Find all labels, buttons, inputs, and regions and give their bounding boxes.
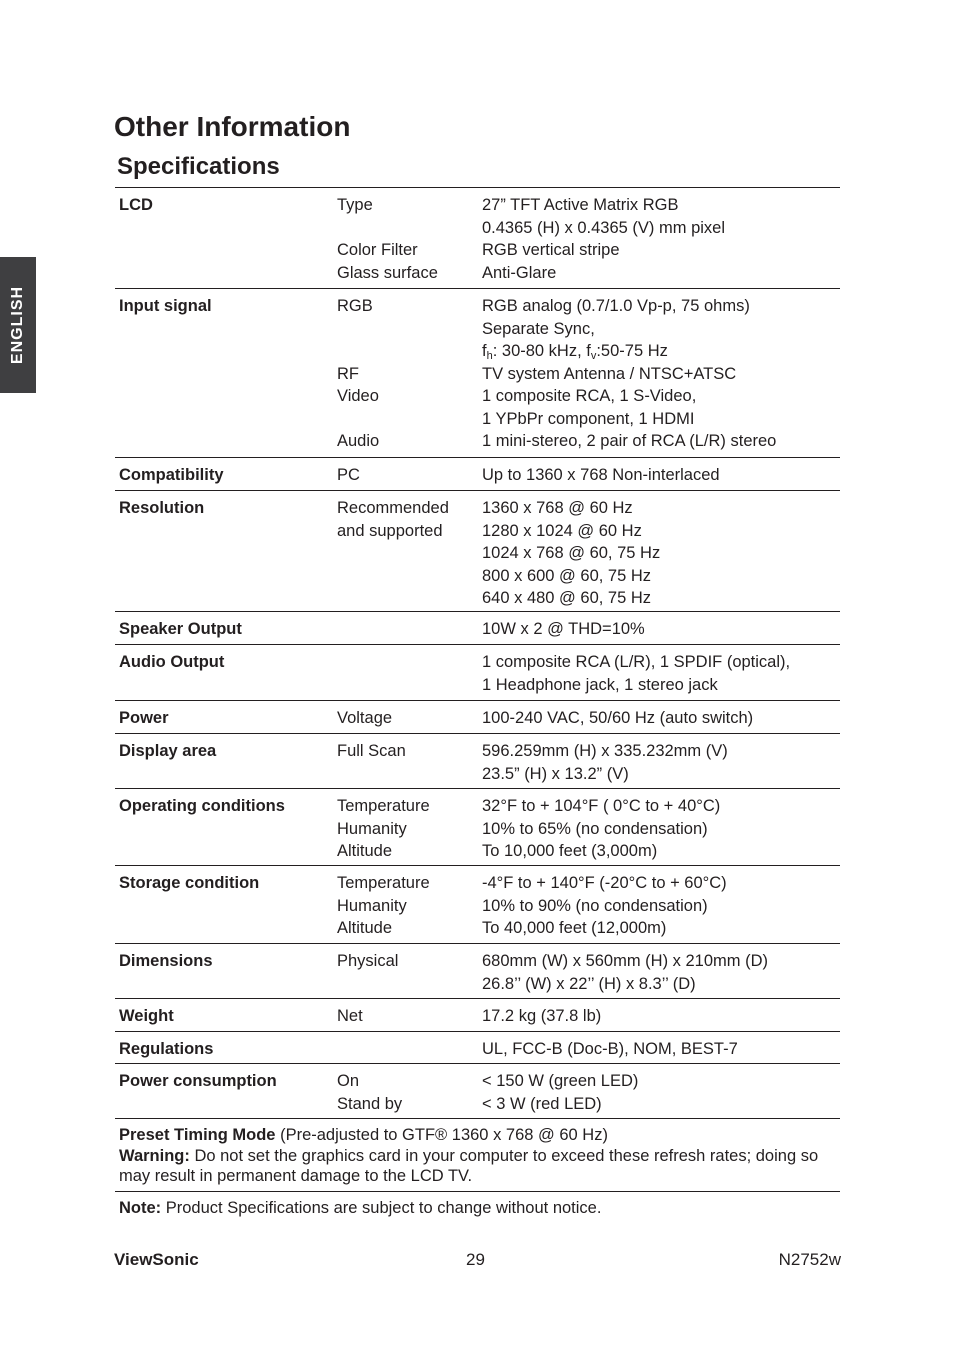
spec-subcategory-line: Net xyxy=(337,1007,363,1025)
spec-subcategory-line: Stand by xyxy=(337,1094,403,1113)
spec-value-line: 10% to 90% (no condensation) xyxy=(482,896,708,915)
spec-value xyxy=(482,740,728,785)
spec-subcategory-line: Recommended xyxy=(337,499,449,517)
spec-label: Display area xyxy=(119,742,217,760)
spec-value xyxy=(482,950,768,995)
spec-value-line: 10% to 65% (no condensation) xyxy=(482,819,708,838)
spec-row xyxy=(115,999,840,1032)
spec-row xyxy=(115,458,840,491)
spec-subcategory xyxy=(337,464,360,487)
spec-value-line: RGB analog (0.7/1.0 Vp-p, 75 ohms) xyxy=(482,297,750,315)
spec-subcategory-line: Physical xyxy=(337,952,399,970)
spec-row xyxy=(115,701,840,734)
spec-value-line: 1360 x 768 @ 60 Hz xyxy=(482,499,633,517)
spec-subcategory-line: On xyxy=(337,1072,360,1090)
spec-value-line: 1 YPbPr component, 1 HDMI xyxy=(482,409,695,428)
spec-subcategory-line: Temperature xyxy=(337,874,430,892)
note-label: Note: xyxy=(119,1199,162,1217)
spec-label: LCD xyxy=(119,196,153,214)
spec-label: Dimensions xyxy=(119,952,213,970)
spec-subcategory xyxy=(337,872,430,940)
spec-value-line: RGB vertical stripe xyxy=(482,241,620,259)
spec-subcategory-line: PC xyxy=(337,466,360,484)
spec-value-line: 1280 x 1024 @ 60 Hz xyxy=(482,521,642,540)
spec-value xyxy=(482,194,725,284)
notes-block xyxy=(115,1119,840,1192)
spec-subcategory-line: Audio xyxy=(337,432,380,450)
spec-value-line: 800 x 600 @ 60, 75 Hz xyxy=(482,566,652,585)
spec-row xyxy=(115,1032,840,1064)
spec-row xyxy=(115,734,840,789)
spec-row xyxy=(115,188,840,289)
spec-value-line: TV system Antenna / NTSC+ATSC xyxy=(482,364,737,383)
spec-subcategory xyxy=(337,1005,363,1028)
freq-h: h xyxy=(486,350,493,362)
spec-value-line: 27” TFT Active Matrix RGB xyxy=(482,196,679,214)
spec-value-line: 100-240 VAC, 50/60 Hz (auto switch) xyxy=(482,709,754,727)
spec-value xyxy=(482,464,720,487)
preset-label: Preset Timing Mode xyxy=(119,1126,276,1144)
language-tab-label: ENGLISH xyxy=(9,285,26,365)
spec-value-line: Separate Sync, xyxy=(482,319,595,338)
language-tab xyxy=(0,257,36,393)
spec-subcategory-line: Temperature xyxy=(337,797,430,815)
spec-value-line: 1 composite RCA (L/R), 1 SPDIF (optical), xyxy=(482,653,791,671)
spec-value-line: 26.8’’ (W) x 22’’ (H) x 8.3’’ (D) xyxy=(482,974,696,993)
spec-label: Speaker Output xyxy=(119,620,242,638)
spec-value-line: 1 Headphone jack, 1 stereo jack xyxy=(482,675,718,694)
spec-row xyxy=(115,612,840,645)
spec-row xyxy=(115,289,840,458)
spec-value xyxy=(482,618,645,641)
spec-value-line: 32°F to + 104°F ( 0°C to + 40°C) xyxy=(482,797,721,815)
spec-subcategory-line xyxy=(337,318,379,341)
spec-value-line: Anti-Glare xyxy=(482,263,557,282)
section-title: Specifications xyxy=(117,153,280,180)
spec-value-line: 0.4365 (H) x 0.4365 (V) mm pixel xyxy=(482,218,726,237)
spec-value xyxy=(482,497,660,610)
footer-model: N2752w xyxy=(778,1250,841,1269)
page-title: Other Information xyxy=(114,111,351,142)
spec-subcategory-line: RF xyxy=(337,364,359,383)
spec-value-line: To 40,000 feet (12,000m) xyxy=(482,919,667,937)
spec-subcategory-line: Full Scan xyxy=(337,742,406,760)
footer-brand: ViewSonic xyxy=(114,1250,199,1269)
spec-subcategory xyxy=(337,740,406,763)
spec-subcategory-line: Humanity xyxy=(337,896,407,915)
warning-text: Do not set the graphics card in your computer to exceed these refresh rates; doing so may result in permanent damage to the LCD TV. xyxy=(119,1146,819,1185)
spec-table xyxy=(115,187,840,1232)
preset-text: (Pre-adjusted to GTF® 1360 x 768 @ 60 Hz) xyxy=(275,1126,608,1144)
spec-subcategory-line: Humanity xyxy=(337,819,407,838)
frequency-line xyxy=(482,340,776,363)
footer-page-number: 29 xyxy=(466,1250,485,1269)
freq-v: v xyxy=(590,350,597,362)
warning-label: Warning: xyxy=(119,1146,190,1165)
spec-value-line: UL, FCC-B (Doc-B), NOM, BEST-7 xyxy=(482,1040,738,1058)
spec-value xyxy=(482,872,727,940)
note-block xyxy=(115,1192,840,1232)
spec-value-line: < 150 W (green LED) xyxy=(482,1072,639,1090)
spec-subcategory xyxy=(337,795,430,863)
spec-value-line: 10W x 2 @ THD=10% xyxy=(482,620,645,638)
spec-value-line: 17.2 kg (37.8 lb) xyxy=(482,1007,602,1025)
spec-subcategory-line: Color Filter xyxy=(337,241,418,259)
spec-value-line: 23.5” (H) x 13.2” (V) xyxy=(482,764,629,783)
spec-subcategory-line: Glass surface xyxy=(337,263,438,282)
spec-label: Resolution xyxy=(119,499,205,517)
spec-row xyxy=(115,1064,840,1119)
spec-label: Compatibility xyxy=(119,466,224,484)
spec-value xyxy=(482,1070,638,1115)
spec-label: Input signal xyxy=(119,297,212,315)
spec-subcategory xyxy=(337,497,449,542)
spec-value-line: 640 x 480 @ 60, 75 Hz xyxy=(482,589,652,607)
spec-subcategory xyxy=(337,295,379,453)
spec-subcategory-line xyxy=(337,340,379,363)
spec-value-line: 680mm (W) x 560mm (H) x 210mm (D) xyxy=(482,952,769,970)
spec-label: Power xyxy=(119,709,169,727)
spec-label: Storage condition xyxy=(119,874,260,892)
freq-f: f xyxy=(482,342,487,360)
spec-subcategory-line: and supported xyxy=(337,521,443,540)
spec-value xyxy=(482,651,790,696)
spec-label: Audio Output xyxy=(119,653,225,671)
spec-subcategory-line xyxy=(337,217,438,240)
spec-row xyxy=(115,944,840,999)
note-text: Product Specifications are subject to change without notice. xyxy=(161,1199,602,1217)
freq-end: :50-75 Hz xyxy=(596,342,668,360)
spec-value-line: < 3 W (red LED) xyxy=(482,1094,602,1113)
spec-subcategory-line: RGB xyxy=(337,297,373,315)
spec-row xyxy=(115,866,840,944)
spec-value-line: 1 mini-stereo, 2 pair of RCA (L/R) stereo xyxy=(482,432,777,450)
spec-value-line: 1 composite RCA, 1 S-Video, xyxy=(482,387,697,405)
spec-row xyxy=(115,789,840,866)
spec-subcategory-line: Voltage xyxy=(337,709,393,727)
spec-label: Power consumption xyxy=(119,1072,277,1090)
spec-value xyxy=(482,1038,738,1061)
spec-subcategory xyxy=(337,194,438,284)
spec-subcategory-line: Type xyxy=(337,196,373,214)
spec-subcategory-line: Video xyxy=(337,387,379,405)
spec-subcategory-line: Altitude xyxy=(337,919,393,937)
spec-label: Regulations xyxy=(119,1040,214,1058)
spec-value xyxy=(482,295,776,453)
spec-row xyxy=(115,645,840,701)
spec-label: Weight xyxy=(119,1007,174,1025)
spec-value xyxy=(482,795,720,863)
spec-value-line: -4°F to + 140°F (-20°C to + 60°C) xyxy=(482,874,727,892)
spec-value xyxy=(482,707,753,730)
spec-subcategory xyxy=(337,707,392,730)
spec-value-line: Up to 1360 x 768 Non-interlaced xyxy=(482,466,720,484)
spec-subcategory xyxy=(337,1070,402,1115)
freq-mid: : 30-80 kHz, f xyxy=(492,342,591,360)
spec-rows xyxy=(115,188,840,1119)
spec-value-line: 596.259mm (H) x 335.232mm (V) xyxy=(482,742,728,760)
spec-value-line: 1024 x 768 @ 60, 75 Hz xyxy=(482,544,661,562)
spec-subcategory xyxy=(337,950,398,973)
spec-value-line: To 10,000 feet (3,000m) xyxy=(482,842,658,860)
spec-row xyxy=(115,491,840,612)
spec-label: Operating conditions xyxy=(119,797,285,815)
spec-subcategory-line: Altitude xyxy=(337,842,393,860)
spec-value xyxy=(482,1005,601,1028)
spec-subcategory-line xyxy=(337,408,379,431)
